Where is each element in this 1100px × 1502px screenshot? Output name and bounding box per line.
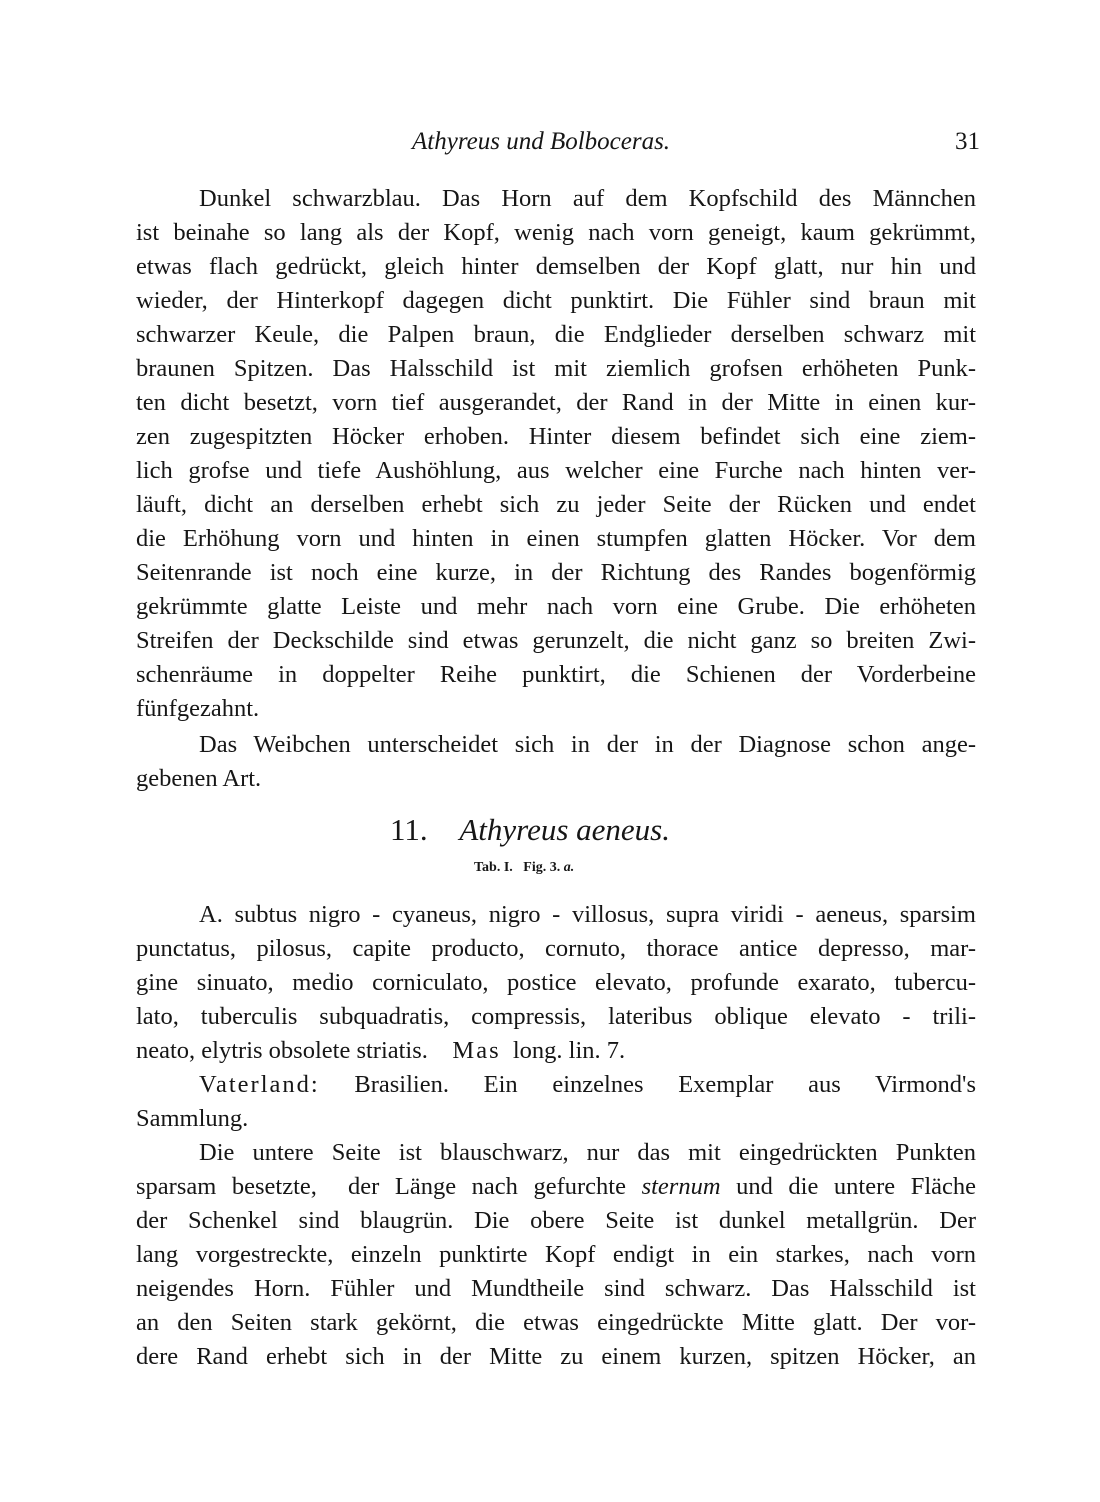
text-line: gebenen Art. [136, 765, 262, 792]
text-line: zen zugespitzten Höcker erhoben. Hinter diesem befindet sich eine ziem- [136, 423, 976, 450]
habitat-text: Brasilien. Ein einzelnes Exemplar aus Virmond's [354, 1071, 976, 1098]
text-line: Das Weibchen unterscheidet sich in der in der Diagnose schon ange- [199, 731, 976, 758]
figure-ref-prefix: Tab. I. Fig. 3. [474, 860, 561, 875]
diagnosis-line: lato, tuberculis subquadratis, compressis, lateribus oblique elevato - trili- [136, 1003, 976, 1030]
description-line: Die untere Seite ist blauschwarz, nur das mit eingedrückten Punkten [199, 1139, 976, 1166]
text-line: schenräume in doppelter Reihe punktirt, die Schienen der Vorderbeine [136, 661, 976, 688]
description-line: lang vorgestreckte, einzeln punktirte Kopf endigt in ein starkes, nach vorn [136, 1241, 976, 1268]
sternum-term: sternum [641, 1173, 721, 1200]
text-line: ist beinahe so lang als der Kopf, wenig nach vorn geneigt, kaum gekrümmt, [136, 219, 976, 246]
text-line: etwas flach gedrückt, gleich hinter demselben der Kopf glatt, nur hin und [136, 253, 976, 280]
description-text: und die untere Fläche [720, 1173, 977, 1200]
text-line: Seitenrande ist noch eine kurze, in der Richtung des Randes bogenförmig [136, 559, 976, 586]
text-line: läuft, dicht an derselben erhebt sich zu jeder Seite der Rücken und endet [136, 491, 976, 518]
description-line: neigendes Horn. Fühler und Mundtheile sind schwarz. Das Halsschild ist [136, 1275, 976, 1302]
text-line: Dunkel schwarzblau. Das Horn auf dem Kopfschild des Männchen [199, 185, 976, 212]
text-line: schwarzer Keule, die Palpen braun, die Endglieder derselben schwarz mit [136, 321, 976, 348]
diagnosis-line: gine sinuato, medio corniculato, postice elevato, profunde exarato, tubercu- [136, 969, 976, 996]
page-number: 31 [955, 128, 980, 155]
diagnosis-line: A. subtus nigro - cyaneus, nigro - villosus, supra viridi - aeneus, sparsim [199, 901, 976, 928]
description-line: an den Seiten stark gekörnt, die etwas eingedrückte Mitte glatt. Der vor- [136, 1309, 976, 1336]
text-line: fünfgezahnt. [136, 695, 260, 722]
diagnosis-text: neato, elytris obsolete striatis. [136, 1037, 428, 1064]
text-line: lich grofse und tiefe Aushöhlung, aus welcher eine Furche nach hinten ver- [136, 457, 976, 484]
species-heading [390, 812, 670, 848]
text-line: Streifen der Deckschilde sind etwas gerunzelt, die nicht ganz so breiten Zwi- [136, 627, 976, 654]
text-line: braunen Spitzen. Das Halsschild ist mit ziemlich grofsen erhöheten Punk- [136, 355, 976, 382]
text-line: wieder, der Hinterkopf dagegen dicht punktirt. Die Fühler sind braun mit [136, 287, 976, 314]
description-line: der Schenkel sind blaugrün. Die obere Seite ist dunkel metallgrün. Der [136, 1207, 976, 1234]
diagnosis-line [136, 1034, 976, 1068]
habitat-label: Vaterland: [199, 1071, 320, 1098]
size-label: Mas [452, 1037, 501, 1064]
running-title: Athyreus und Bolboceras. [412, 128, 671, 155]
diagnosis-line: punctatus, pilosus, capite producto, cornuto, thorace antice depresso, mar- [136, 935, 976, 962]
text-line: die Erhöhung vorn und hinten in einen stumpfen glatten Höcker. Vor dem [136, 525, 976, 552]
size-value: long. lin. 7. [512, 1037, 626, 1064]
figure-ref-letter: a. [563, 860, 575, 875]
text-line: gekrümmte glatte Leiste und mehr nach vorn eine Grube. Die erhöheten [136, 593, 976, 620]
species-name: Athyreus aeneus. [459, 812, 670, 847]
description-line: dere Rand erhebt sich in der Mitte zu einem kurzen, spitzen Höcker, an [136, 1343, 976, 1370]
figure-reference [474, 860, 574, 876]
description-text: sparsam besetzte, der Länge nach gefurchte [136, 1173, 642, 1200]
text-line: ten dicht besetzt, vorn tief ausgerandet, der Rand in der Mitte in einen kur- [136, 389, 976, 416]
habitat-continuation: Sammlung. [136, 1105, 249, 1132]
habitat-line [199, 1068, 976, 1102]
description-line [136, 1170, 976, 1204]
species-number: 11. [390, 812, 428, 847]
